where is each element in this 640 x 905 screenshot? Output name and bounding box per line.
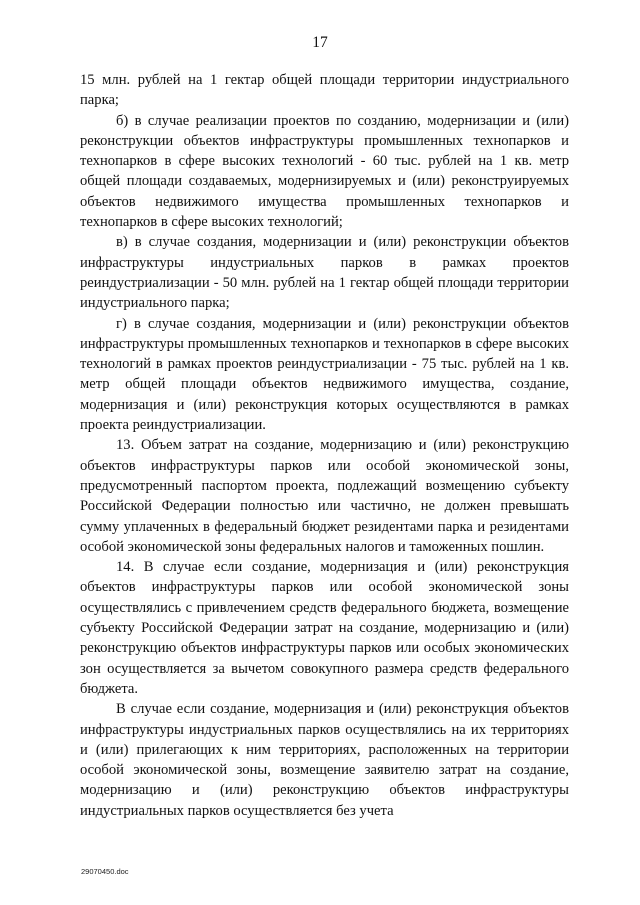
- paragraph-13: 13. Объем затрат на создание, модернизацию и (или) реконструкцию объектов инфраструктуры парков или особой экономической зоны, предусмотренный паспортом проекта, подлежащий возмещению субъекту Российской Федерации полностью или частично, не должен превышать сумму уплаченных в федеральный бюджет резидентами парка и резидентами особой экономической зоны федеральных налогов и таможенных пошлин.: [80, 437, 569, 555]
- paragraph-item-v: в) в случае создания, модернизации и (или) реконструкции объектов инфраструктуры индустриальных парков в рамках проектов реиндустриализации - 50 млн. рублей на 1 гектар общей площади территории индустриального парка;: [80, 234, 569, 312]
- paragraph-item-g: г) в случае создания, модернизации и (или) реконструкции объектов инфраструктуры промышленных технопарков и технопарков в сфере высоких технологий в рамках проектов реиндустриализации - 75 тыс. рублей на 1 кв. метр общей площади объектов недвижимого имущества, создание, модернизация и (или) реконструкция которых осуществляются в рамках проекта реиндустриализации.: [80, 315, 569, 434]
- paragraph-14-continued: В случае если создание, модернизация и (или) реконструкция объектов инфраструктуры индустриальных парков осуществлялись на их территориях и (или) прилегающих к ним территориях, расположенных на территории особой экономической зоны, возмещение заявителю затрат на создание, модернизацию и (или) реконструкцию объектов инфраструктуры индустриальных парков осуществляется без учета: [80, 701, 569, 819]
- page-number: 17: [312, 34, 328, 51]
- paragraph-continuation: 15 млн. рублей на 1 гектар общей площади территории индустриального парка;: [80, 72, 569, 109]
- paragraph-item-b: б) в случае реализации проектов по созданию, модернизации и (или) реконструкции объектов инфраструктуры промышленных технопарков и технопарков в сфере высоких технологий - 60 тыс. рублей на 1 кв. метр общей площади создаваемых, модернизируемых и (или) реконструируемых объектов недвижимого имущества промышленных технопарков и технопарков в сфере высоких технологий;: [80, 112, 569, 231]
- paragraph-14: 14. В случае если создание, модернизация и (или) реконструкция объектов инфраструктуры парков или особой экономической зоны осуществлялись с привлечением средств федерального бюджета, возмещение субъекту Российской Федерации затрат на создание, модернизацию и (или) реконструкцию объектов инфраструктуры парков или особых экономических зон осуществляется за вычетом совокупного размера средств федерального бюджета.: [80, 559, 569, 697]
- document-body: [80, 70, 569, 821]
- footer-filename: 29070450.doc: [81, 867, 129, 876]
